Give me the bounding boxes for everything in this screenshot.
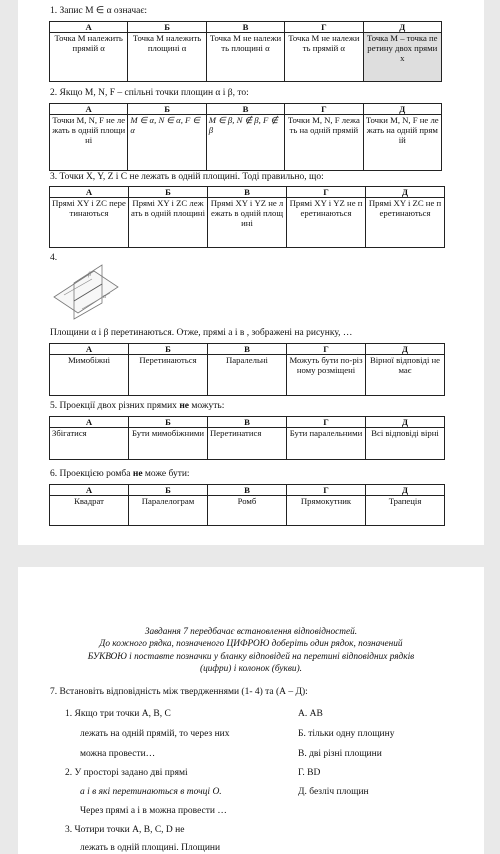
svg-text:α: α [103, 294, 107, 300]
q1-option-a: Точка М належить прямій α [50, 33, 128, 82]
question-5-text-start: 5. Проекції двох різних прямих [50, 401, 180, 411]
question-3-answer-table [49, 186, 445, 248]
q2-option-b: M ∈ α, N ∈ α, F ∈ α [128, 115, 206, 171]
q5-header-d: Д [366, 417, 445, 428]
q6-option-v: Ромб [208, 496, 287, 526]
q2-option-g: Точки M, N, F лежать на одній прямій [285, 115, 363, 171]
q2-header-g: Г [285, 104, 363, 115]
q1-option-g: Точка М не належить прямій α [285, 33, 363, 82]
q3-header-d: Д [366, 187, 445, 198]
option-v: В. дві різні площини [298, 749, 382, 759]
question-6-answer-table [49, 484, 445, 526]
svg-text:β: β [88, 272, 91, 278]
test-page-1 [18, 0, 484, 545]
question-6-text [50, 469, 190, 480]
q5-option-a: Збігатися [50, 428, 129, 460]
question-2-answer-table [49, 103, 442, 171]
q4-header-b: Б [129, 344, 208, 355]
question-4-number: 4. [50, 253, 58, 263]
q3-header-v: В [208, 187, 287, 198]
task-7-intro-line-1: Завдання 7 передбачає встановлення відповідностей. [144, 627, 358, 637]
q4-option-a: Мимобіжні [50, 355, 129, 396]
q2-option-a: Точки M, N, F не лежать в одній площині [50, 115, 128, 171]
q4-header-v: В [208, 344, 287, 355]
statement-3-line-1: 3. Чотири точки А, В, С, D не [65, 825, 185, 835]
question-5-emphasis: не [179, 401, 190, 411]
q6-option-a: Квадрат [50, 496, 129, 526]
question-6-text-end: може бути: [142, 469, 190, 479]
q4-option-d: Вірної відповіді немає [366, 355, 445, 396]
q5-option-v: Перетинатися [208, 428, 287, 460]
q2-header-v: В [206, 104, 284, 115]
q3-option-g: Прямі XY і YZ не перетинаються [287, 198, 366, 248]
intersecting-planes-figure [48, 263, 124, 321]
q3-option-a: Прямі XY і ZC перетинаються [50, 198, 129, 248]
q5-option-b: Бути мимобіжними [129, 428, 208, 460]
q5-option-g: Бути паралельними [287, 428, 366, 460]
q2-option-v: M ∈ β, N ∉ β, F ∉ β [206, 115, 284, 171]
option-a: А. АВ [298, 709, 323, 719]
q6-header-v: В [208, 485, 287, 496]
q6-option-g: Прямокутник [287, 496, 366, 526]
question-1-answer-table [49, 21, 442, 82]
q3-header-g: Г [287, 187, 366, 198]
q5-header-b: Б [129, 417, 208, 428]
q1-header-v: В [206, 22, 284, 33]
q4-option-b: Перетинаються [129, 355, 208, 396]
question-4-text: Площини α і β перетинаються. Отже, прямі a і в , зображені на рисунку, … [50, 328, 353, 338]
q1-header-b: Б [128, 22, 206, 33]
q1-header-a: А [50, 22, 128, 33]
q2-header-b: Б [128, 104, 206, 115]
option-g: Г. BD [298, 768, 321, 778]
q3-header-b: Б [129, 187, 208, 198]
question-5-text-end: можуть: [189, 401, 225, 411]
q4-header-g: Г [287, 344, 366, 355]
q2-header-d: Д [363, 104, 441, 115]
q6-header-d: Д [366, 485, 445, 496]
question-6-text-start: 6. Проекцією ромба [50, 469, 133, 479]
q1-option-d: Точка М – точка перетину двох прямих [363, 33, 441, 82]
q4-option-g: Можуть бути по-різному розміщені [287, 355, 366, 396]
q3-header-a: А [50, 187, 129, 198]
q6-option-b: Паралелограм [129, 496, 208, 526]
question-6-emphasis: не [132, 469, 143, 479]
question-5-text [50, 401, 224, 412]
task-7-intro-line-4: (цифри) і колонок (букви). [199, 664, 302, 674]
question-5-answer-table [49, 416, 445, 460]
q3-option-d: Прямі XY і ZC не перетинаються [366, 198, 445, 248]
question-7-text: 7. Встановіть відповідність між твердженнями (1- 4) та (А – Д): [50, 687, 308, 697]
q6-option-d: Трапеція [366, 496, 445, 526]
test-page-2 [18, 567, 484, 854]
question-3-text: 3. Точки X, Y, Z і C не лежать в одній площині. Тоді правильно, що: [50, 172, 324, 182]
statement-1-line-1: 1. Якщо три точки А, В, С [65, 709, 171, 719]
q2-option-d: Точки M, N, F не лежать на одній прямій [363, 115, 441, 171]
statement-1-line-3: можна провести… [80, 749, 156, 759]
q5-option-d: Всі відповіді вірні [366, 428, 445, 460]
q6-header-a: А [50, 485, 129, 496]
statement-3-line-2: лежать в одній площині. Площини [80, 843, 221, 853]
statement-2-line-1: 2. У просторі задано дві прямі [65, 768, 188, 778]
q4-option-v: Паралельні [208, 355, 287, 396]
q6-header-b: Б [129, 485, 208, 496]
q1-option-v: Точка М не належить площині α [206, 33, 284, 82]
q2-header-a: А [50, 104, 128, 115]
option-b: Б. тільки одну площину [298, 729, 395, 739]
q5-header-g: Г [287, 417, 366, 428]
q5-header-v: В [208, 417, 287, 428]
q1-header-d: Д [363, 22, 441, 33]
q3-option-b: Прямі XY і ZC лежать в одній площині [129, 198, 208, 248]
statement-2-line-2: а і в які перетинаються в точці О. [80, 787, 222, 797]
question-4-answer-table [49, 343, 445, 396]
q6-header-g: Г [287, 485, 366, 496]
q1-header-g: Г [285, 22, 363, 33]
q4-header-a: А [50, 344, 129, 355]
statement-2-line-3: Через прямі а і в можна провести … [80, 806, 227, 816]
q3-option-v: Прямі XY і YZ не лежать в одній площині [208, 198, 287, 248]
question-2-text: 2. Якщо M, N, F – спільні точки площин α і β, то: [50, 88, 249, 98]
q4-header-d: Д [366, 344, 445, 355]
task-7-intro-line-3: БУКВОЮ і поставте позначки у бланку відповідей на перетині відповідних рядків [87, 652, 415, 662]
q1-option-b: Точка М належить площині α [128, 33, 206, 82]
question-1-text: 1. Запис M ∈ α означає: [50, 6, 148, 16]
task-7-intro-line-2: До кожного рядка, позначеного ЦИФРОЮ доберіть один рядок, позначений [99, 639, 403, 649]
option-d: Д. безліч площин [298, 787, 369, 797]
q5-header-a: А [50, 417, 129, 428]
statement-1-line-2: лежать на одній прямій, то через них [80, 729, 230, 739]
